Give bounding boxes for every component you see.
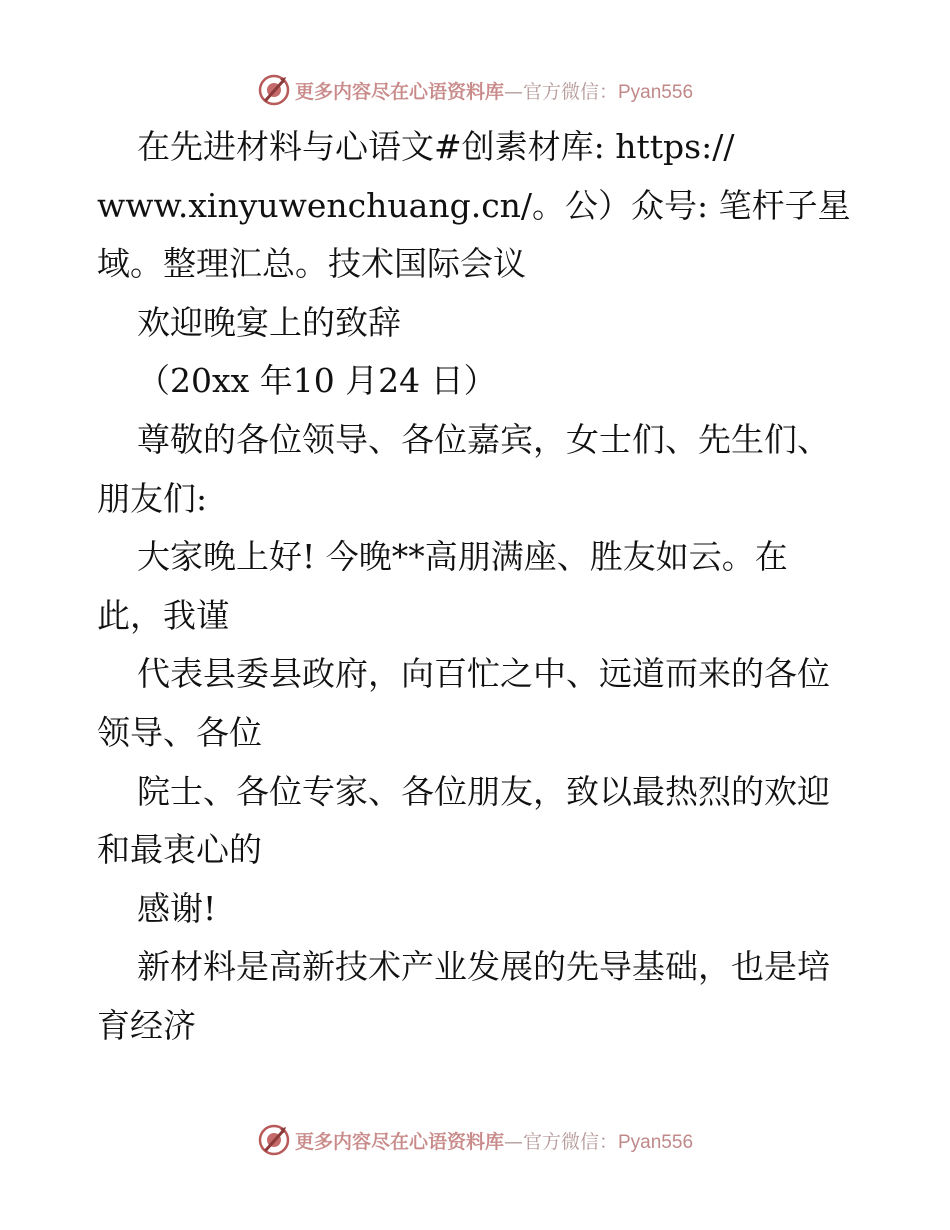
logo-icon	[257, 1123, 291, 1157]
speech-date: （20xx 年10 月24 日）	[137, 361, 497, 401]
banner-main-text: 更多内容尽在心语资料库	[294, 1130, 504, 1153]
body-line: 此，我谨	[97, 595, 229, 635]
body-line: 朋友们:	[97, 478, 208, 518]
banner-separator: —	[503, 80, 523, 103]
speech-title: 欢迎晚宴上的致辞	[137, 302, 401, 342]
banner-wechat-label: 官方微信：	[522, 80, 618, 103]
body-line: 院士、各位专家、各位朋友，致以最热烈的欢迎	[137, 771, 830, 811]
banner-main-text: 更多内容尽在心语资料库	[294, 80, 504, 103]
banner-wechat-label: 官方微信：	[522, 1130, 618, 1153]
body-line: 和最衷心的	[97, 830, 262, 870]
banner-text	[295, 1127, 693, 1154]
banner-separator: —	[503, 1130, 523, 1153]
banner-text	[295, 77, 693, 104]
body-line: 领导、各位	[97, 712, 262, 752]
body-line: 育经济	[97, 1005, 196, 1045]
document-body	[97, 118, 857, 1056]
body-line: www.xinyuwenchuang.cn/。公）众号: 笔杆子星	[97, 185, 851, 225]
logo-icon	[257, 73, 291, 107]
body-line: 新材料是高新技术产业发展的先导基础，也是培	[137, 947, 830, 987]
body-line: 代表县委县政府，向百忙之中、远道而来的各位	[137, 654, 830, 694]
footer-banner	[0, 1120, 950, 1160]
header-banner	[0, 70, 950, 110]
body-line: 感谢!	[137, 888, 217, 928]
body-line: 在先进材料与心语文#创素材库: https://	[137, 127, 735, 166]
body-line: 域。整理汇总。技术国际会议	[97, 244, 526, 284]
body-line: 尊敬的各位领导、各位嘉宾，女士们、先生们、	[137, 419, 830, 459]
body-line: 大家晚上好! 今晚**高朋满座、胜友如云。在	[137, 537, 788, 577]
banner-wechat-id: Pyan556	[618, 81, 694, 103]
banner-wechat-id: Pyan556	[618, 1131, 694, 1153]
